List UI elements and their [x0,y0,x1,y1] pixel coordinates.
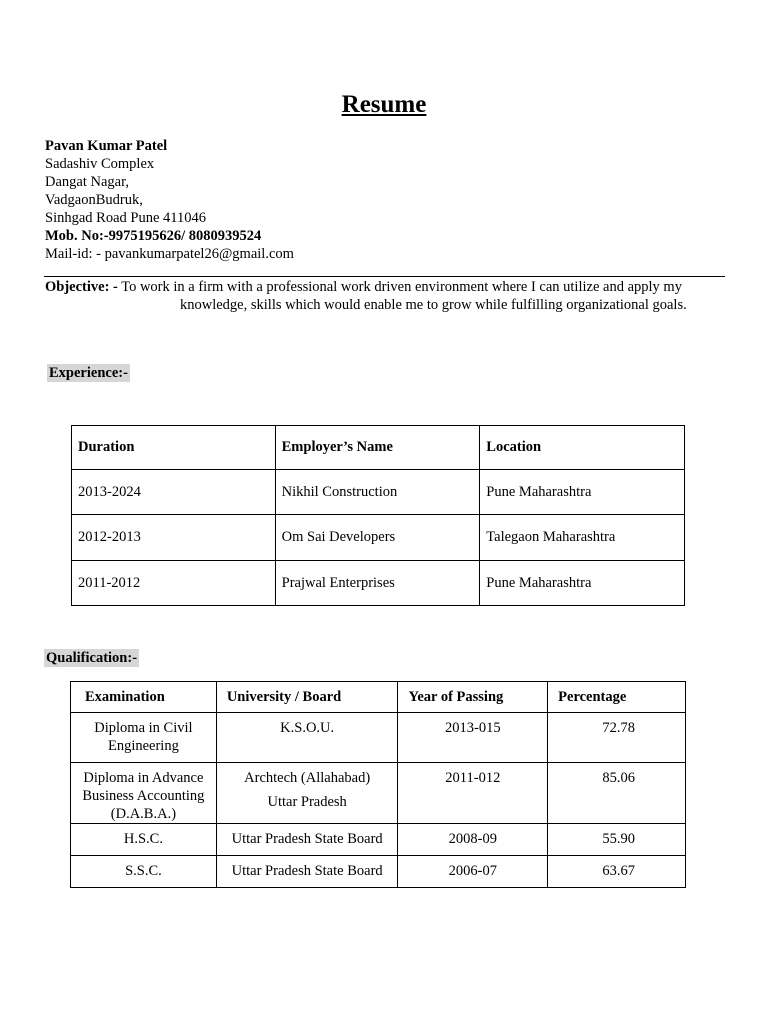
cell-percentage: 55.90 [548,824,686,856]
table-row [71,763,686,824]
address-line: Sinhgad Road Pune 411046 [45,210,206,226]
exam-line: Business Accounting [82,788,205,804]
exam-line: Diploma in Advance [83,770,204,786]
objective-label: Objective: - [45,279,118,295]
cell-examination [71,713,217,763]
cell-year: 2008-09 [398,824,548,856]
university-line: K.S.O.U. [280,720,335,736]
cell-university [216,824,398,856]
cell-employer: Om Sai Developers [275,515,480,561]
mail-id: Mail-id: - pavankumarpatel26@gmail.com [45,246,294,262]
cell-examination [71,824,217,856]
objective-block [45,278,725,314]
header-university: University / Board [216,682,398,713]
cell-percentage: 72.78 [548,713,686,763]
header-location: Location [480,426,685,470]
cell-examination [71,763,217,824]
cell-location: Pune Maharashtra [480,561,685,606]
header-employer: Employer’s Name [275,426,480,470]
cell-employer: Nikhil Construction [275,470,480,515]
objective-line-2: knowledge, skills which would enable me to grow while fulfilling organizational goals. [180,297,687,313]
university-line: Uttar Pradesh [267,794,347,810]
cell-location: Pune Maharashtra [480,470,685,515]
cell-year: 2011-012 [398,763,548,824]
exam-line: Engineering [107,738,179,754]
table-row [72,470,685,515]
exam-line: H.S.C. [123,831,163,847]
address-line: Dangat Nagar, [45,174,129,190]
cell-university [216,763,398,824]
address-line: VadgaonBudruk, [45,192,143,208]
cell-university [216,713,398,763]
address-line: Sadashiv Complex [45,156,155,172]
experience-table [71,425,685,606]
exam-line: S.S.C. [125,863,162,879]
experience-heading: Experience:- [49,365,128,381]
cell-duration: 2011-2012 [72,561,276,606]
table-row [71,856,686,888]
candidate-name: Pavan Kumar Patel [45,138,168,154]
qualification-table [70,681,686,888]
header-duration: Duration [72,426,276,470]
exam-line: (D.A.B.A.) [110,806,177,822]
cell-percentage: 85.06 [548,763,686,824]
table-header-row [71,682,686,713]
contact-block [45,137,294,263]
mobile-number: Mob. No:-9975195626/ 8080939524 [45,228,262,244]
university-line: Archtech (Allahabad) [244,770,371,786]
table-row [71,824,686,856]
cell-university [216,856,398,888]
exam-line: Diploma in Civil [94,720,193,736]
university-line: Uttar Pradesh State Board [231,831,383,847]
header-examination: Examination [71,682,217,713]
header-year: Year of Passing [398,682,548,713]
resume-title: Resume [341,91,427,118]
university-line: Uttar Pradesh State Board [231,863,383,879]
objective-line-1 [45,278,725,296]
divider [44,276,725,277]
table-row [72,561,685,606]
header-percentage: Percentage [548,682,686,713]
table-row [72,515,685,561]
table-header-row [72,426,685,470]
cell-examination [71,856,217,888]
cell-year: 2013-015 [398,713,548,763]
table-row [71,713,686,763]
cell-year: 2006-07 [398,856,548,888]
cell-percentage: 63.67 [548,856,686,888]
cell-duration: 2012-2013 [72,515,276,561]
cell-employer: Prajwal Enterprises [275,561,480,606]
qualification-heading: Qualification:- [46,650,138,666]
cell-duration: 2013-2024 [72,470,276,515]
cell-location: Talegaon Maharashtra [480,515,685,561]
objective-text: To work in a firm with a professional work driven environment where I can utilize and apply my [117,279,682,295]
